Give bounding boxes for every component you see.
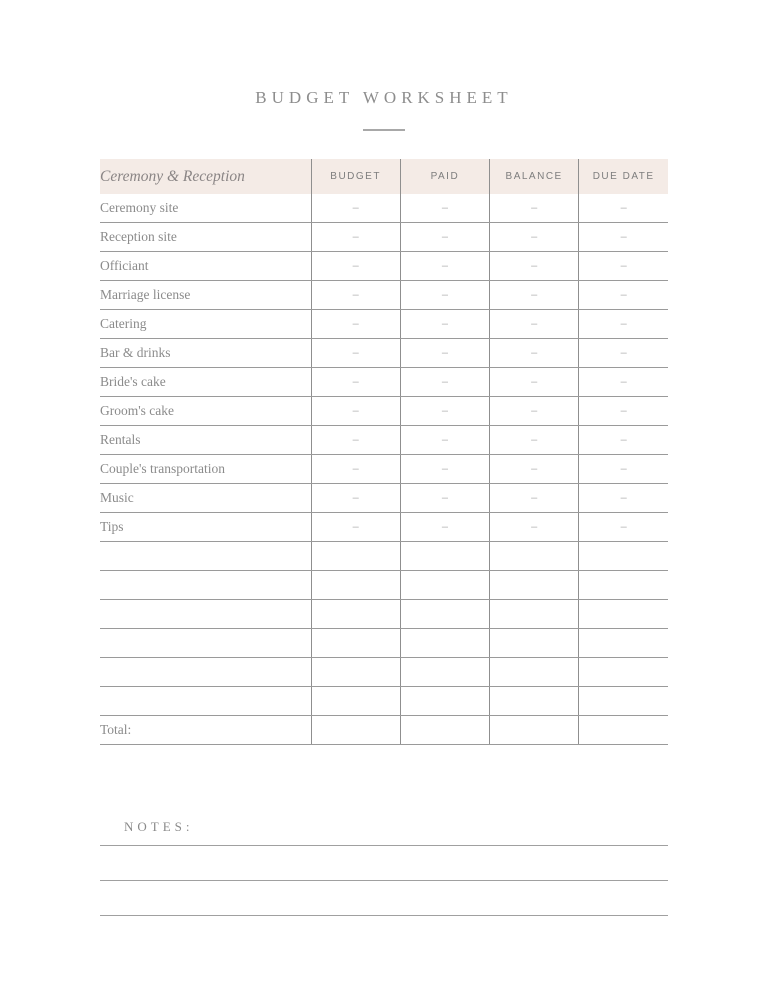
due-date-cell[interactable]: – (579, 339, 668, 368)
item-label: Bride's cake (100, 368, 311, 397)
due-date-cell[interactable]: – (579, 397, 668, 426)
due-date-cell[interactable]: – (579, 281, 668, 310)
item-label: Bar & drinks (100, 339, 311, 368)
notes-line[interactable] (100, 915, 668, 916)
item-label (100, 687, 311, 716)
notes-line[interactable] (100, 845, 668, 846)
table-row (100, 426, 668, 455)
item-label: Marriage license (100, 281, 311, 310)
table-row (100, 368, 668, 397)
balance-cell[interactable]: – (490, 455, 579, 484)
table-row (100, 310, 668, 339)
paid-cell[interactable]: – (400, 426, 489, 455)
table-row (100, 223, 668, 252)
due-date-cell[interactable]: – (579, 484, 668, 513)
budget-cell[interactable] (311, 600, 400, 629)
balance-cell[interactable]: – (490, 310, 579, 339)
table-row (100, 600, 668, 629)
balance-cell[interactable]: – (490, 484, 579, 513)
balance-cell[interactable]: – (490, 397, 579, 426)
due-date-cell[interactable] (579, 658, 668, 687)
table-row (100, 629, 668, 658)
budget-cell[interactable]: – (311, 484, 400, 513)
paid-cell[interactable] (400, 629, 489, 658)
balance-cell[interactable]: – (490, 252, 579, 281)
budget-cell[interactable]: – (311, 368, 400, 397)
paid-cell[interactable]: – (400, 194, 489, 223)
budget-cell[interactable]: – (311, 397, 400, 426)
title-divider (363, 129, 405, 131)
budget-cell[interactable] (311, 629, 400, 658)
due-date-cell[interactable]: – (579, 194, 668, 223)
total-due-date-cell[interactable] (579, 716, 668, 745)
budget-cell[interactable]: – (311, 223, 400, 252)
section-title: Ceremony & Reception (100, 159, 311, 194)
paid-cell[interactable]: – (400, 252, 489, 281)
table-row (100, 194, 668, 223)
table-row (100, 455, 668, 484)
item-label: Catering (100, 310, 311, 339)
due-date-cell[interactable]: – (579, 426, 668, 455)
page-title: BUDGET WORKSHEET (255, 88, 513, 107)
due-date-cell[interactable]: – (579, 310, 668, 339)
table-row (100, 687, 668, 716)
due-date-cell[interactable] (579, 600, 668, 629)
paid-cell[interactable] (400, 571, 489, 600)
due-date-cell[interactable]: – (579, 223, 668, 252)
paid-cell[interactable]: – (400, 223, 489, 252)
table-row (100, 484, 668, 513)
item-label (100, 658, 311, 687)
budget-cell[interactable]: – (311, 194, 400, 223)
notes-line[interactable] (100, 880, 668, 881)
due-date-cell[interactable] (579, 629, 668, 658)
item-label: Couple's transportation (100, 455, 311, 484)
table-row (100, 281, 668, 310)
column-header-budget: BUDGET (311, 159, 400, 194)
paid-cell[interactable]: – (400, 310, 489, 339)
table-row (100, 339, 668, 368)
due-date-cell[interactable] (579, 687, 668, 716)
paid-cell[interactable] (400, 542, 489, 571)
table-row (100, 252, 668, 281)
balance-cell[interactable] (490, 600, 579, 629)
balance-cell[interactable]: – (490, 339, 579, 368)
due-date-cell[interactable] (579, 571, 668, 600)
budget-cell[interactable]: – (311, 252, 400, 281)
paid-cell[interactable] (400, 658, 489, 687)
paid-cell[interactable] (400, 600, 489, 629)
budget-cell[interactable]: – (311, 513, 400, 542)
notes-label: NOTES: (124, 819, 194, 834)
due-date-cell[interactable] (579, 542, 668, 571)
paid-cell[interactable]: – (400, 339, 489, 368)
due-date-cell[interactable]: – (579, 455, 668, 484)
balance-cell[interactable] (490, 571, 579, 600)
item-label: Music (100, 484, 311, 513)
balance-cell[interactable]: – (490, 194, 579, 223)
item-label: Rentals (100, 426, 311, 455)
balance-cell[interactable] (490, 687, 579, 716)
item-label (100, 571, 311, 600)
budget-cell[interactable] (311, 571, 400, 600)
balance-cell[interactable]: – (490, 281, 579, 310)
due-date-cell[interactable]: – (579, 252, 668, 281)
total-row (100, 716, 668, 745)
item-label: Ceremony site (100, 194, 311, 223)
column-header-paid: PAID (400, 159, 489, 194)
paid-cell[interactable]: – (400, 484, 489, 513)
balance-cell[interactable]: – (490, 426, 579, 455)
balance-cell[interactable] (490, 658, 579, 687)
paid-cell[interactable]: – (400, 281, 489, 310)
item-label: Officiant (100, 252, 311, 281)
table-header-row (100, 159, 668, 194)
budget-cell[interactable]: – (311, 310, 400, 339)
balance-cell[interactable] (490, 542, 579, 571)
paid-cell[interactable]: – (400, 397, 489, 426)
total-paid-cell[interactable] (400, 716, 489, 745)
total-budget-cell[interactable] (311, 716, 400, 745)
item-label: Groom's cake (100, 397, 311, 426)
table-row (100, 571, 668, 600)
paid-cell[interactable]: – (400, 368, 489, 397)
paid-cell[interactable]: – (400, 513, 489, 542)
paid-cell[interactable] (400, 687, 489, 716)
balance-cell[interactable]: – (490, 223, 579, 252)
item-label (100, 600, 311, 629)
table-row (100, 397, 668, 426)
budget-cell[interactable]: – (311, 339, 400, 368)
budget-cell[interactable]: – (311, 281, 400, 310)
budget-cell[interactable]: – (311, 455, 400, 484)
balance-cell[interactable] (490, 629, 579, 658)
budget-table (100, 159, 668, 745)
table-row (100, 542, 668, 571)
item-label (100, 542, 311, 571)
total-label: Total: (100, 716, 311, 745)
total-balance-cell[interactable] (490, 716, 579, 745)
balance-cell[interactable]: – (490, 513, 579, 542)
balance-cell[interactable]: – (490, 368, 579, 397)
due-date-cell[interactable]: – (579, 368, 668, 397)
table-row (100, 513, 668, 542)
table-row (100, 658, 668, 687)
due-date-cell[interactable]: – (579, 513, 668, 542)
item-label: Reception site (100, 223, 311, 252)
budget-cell[interactable] (311, 542, 400, 571)
budget-cell[interactable]: – (311, 426, 400, 455)
item-label: Tips (100, 513, 311, 542)
item-label (100, 629, 311, 658)
column-header-due-date: DUE DATE (579, 159, 668, 194)
paid-cell[interactable]: – (400, 455, 489, 484)
column-header-balance: BALANCE (490, 159, 579, 194)
budget-cell[interactable] (311, 658, 400, 687)
budget-cell[interactable] (311, 687, 400, 716)
